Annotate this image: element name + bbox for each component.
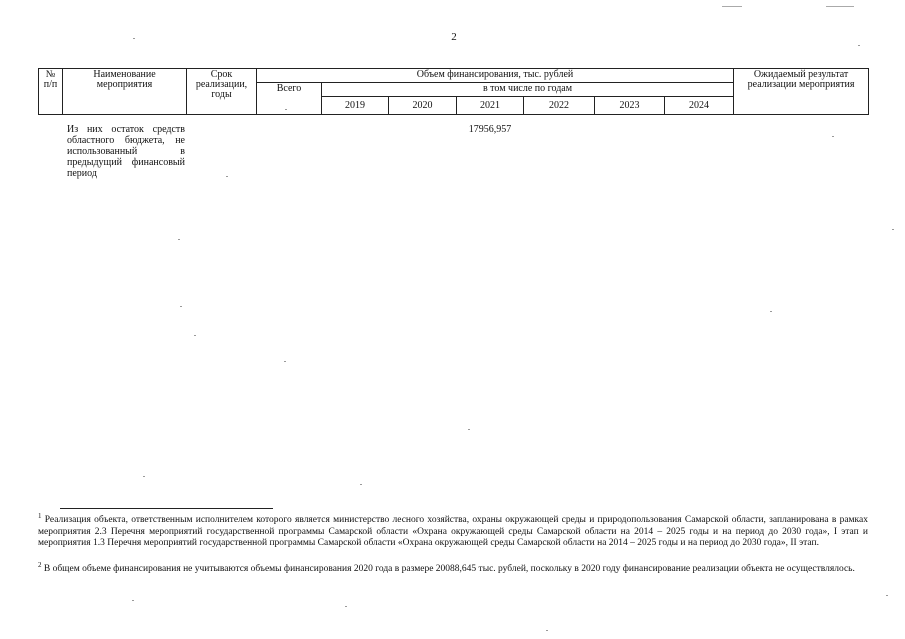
footnote-separator: [60, 508, 273, 509]
header-year-2021: 2021: [457, 97, 524, 115]
footnote-1: [38, 511, 868, 550]
scan-speck: [285, 109, 287, 110]
scan-speck: [345, 606, 347, 607]
scan-speck: [284, 361, 286, 362]
scan-speck: [892, 229, 894, 230]
scan-speck: [546, 630, 548, 631]
scan-speck: [360, 484, 362, 485]
scan-mark: [722, 6, 742, 7]
header-year-2024: 2024: [665, 97, 734, 115]
header-funding: Объем финансирования, тыс. рублей: [257, 69, 734, 83]
footnote-mark: 2: [38, 560, 42, 569]
header-result: Ожидаемый результат реализации мероприятия: [734, 69, 869, 115]
footnote-mark: 1: [38, 511, 42, 520]
scan-speck: [226, 176, 228, 177]
scan-speck: [858, 45, 860, 46]
scan-speck: [143, 476, 145, 477]
header-year-2022: 2022: [524, 97, 595, 115]
page-number: 2: [451, 31, 457, 43]
financing-table: [38, 68, 869, 115]
header-year-2019: 2019: [322, 97, 389, 115]
scan-speck: [832, 136, 834, 137]
scan-speck: [194, 335, 196, 336]
header-total: Всего: [257, 83, 322, 115]
footnote-text: Реализация объекта, ответственным исполнителем которого является министерство лесного хозяйства, охраны окружающей среды и природопользования Самарской области, запланирована в рамках мероприятия 2.3 Перечня мероприятий государственной программы Самарской области «Охрана окружающей среды Самарской области на 2014 – 2025 годы и на период до 2030 года», I этап и мероприятия 1.3 Перечня мероприятий государственной программы Самарской области «Охрана окружающей среды Самарской области на 2014 – 2025 годы и на период до 2030 года», II этап.: [38, 515, 868, 548]
footnote-2: [38, 560, 868, 576]
scan-speck: [886, 595, 888, 596]
scan-speck: [132, 600, 134, 601]
footnote-text: В общем объеме финансирования не учитываются объемы финансирования 2020 года в размере 20088,645 тыс. рублей, поскольку в 2020 году финансирование реализации объекта не осуществлялось.: [43, 564, 855, 574]
scan-speck: [133, 38, 135, 39]
header-year-2023: 2023: [595, 97, 665, 115]
scan-speck: [180, 306, 182, 307]
header-year-2020: 2020: [389, 97, 457, 115]
scan-mark: [826, 6, 854, 7]
scan-speck: [178, 239, 180, 240]
header-term: Срок реализации, годы: [187, 69, 257, 115]
header-by-years: в том числе по годам: [322, 83, 734, 97]
scan-speck: [468, 429, 470, 430]
row-total: 17956,957: [468, 124, 512, 135]
header-name: Наименование мероприятия: [63, 69, 187, 115]
header-number: № п/п: [39, 69, 63, 115]
row-name: Из них остаток средств областного бюджета, не использованный в предыдущий финансовый период: [67, 124, 185, 179]
scan-speck: [770, 311, 772, 312]
